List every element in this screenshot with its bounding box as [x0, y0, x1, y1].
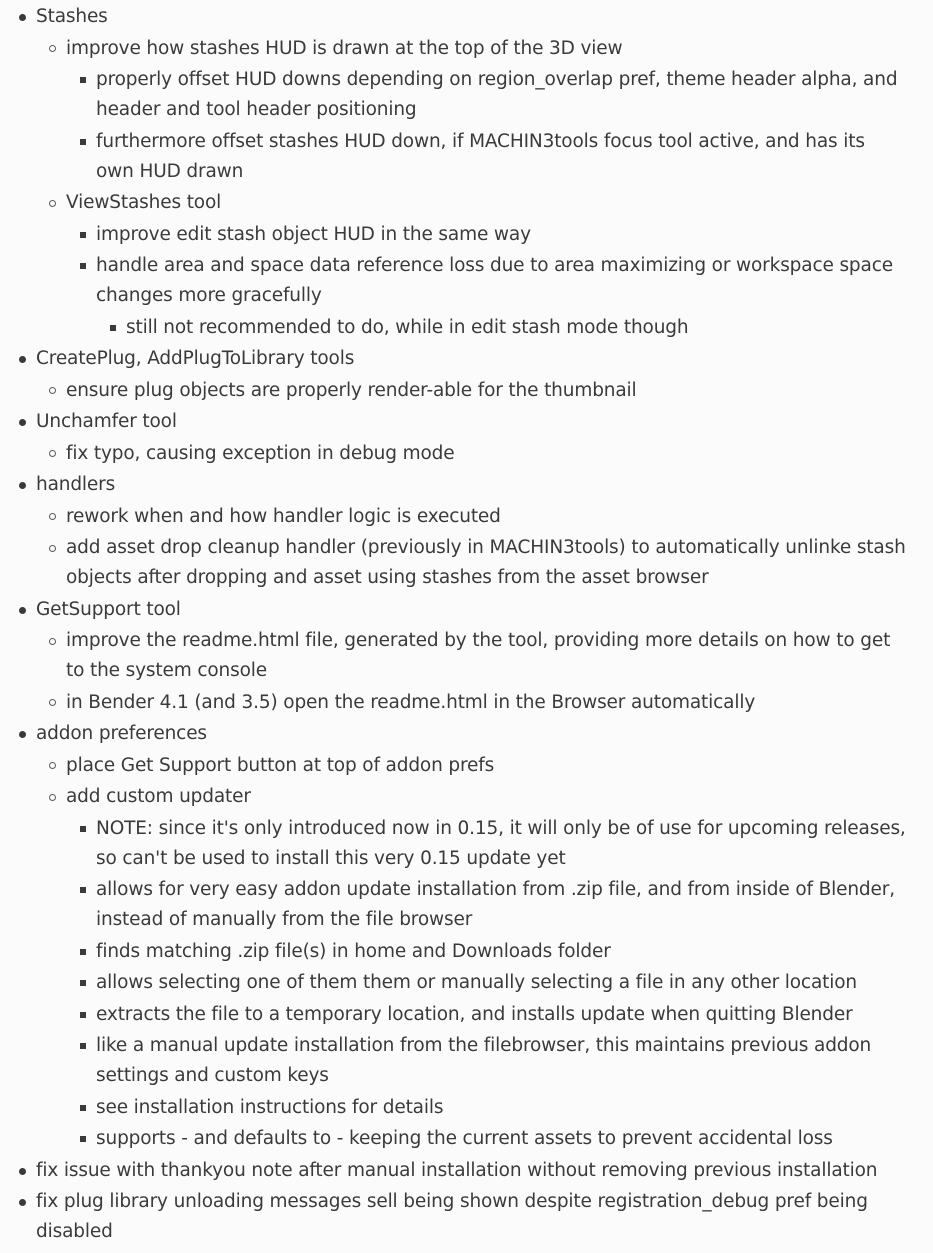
- list-item-text: fix typo, causing exception in debug mode: [66, 442, 455, 464]
- bullet-circle-icon: [49, 45, 56, 52]
- list-item-text: ViewStashes tool: [66, 192, 222, 213]
- bullet-disc-icon: [19, 1168, 26, 1175]
- list-item-text: see installation instructions for details: [96, 1096, 444, 1118]
- list-item: [66, 376, 906, 408]
- list-item-text: allows selecting one of them them or manually selecting a file in any other location: [96, 972, 857, 993]
- bullet-circle-icon: [49, 699, 56, 706]
- bullet-square-icon: [80, 263, 86, 269]
- list-item-text: improve how stashes HUD is drawn at the top of the 3D view: [66, 37, 623, 59]
- bullet-circle-icon: [49, 387, 56, 394]
- list-item-text: place Get Support button at top of addon prefs: [66, 754, 495, 776]
- list-item: [96, 1000, 906, 1032]
- list-item: [36, 1156, 906, 1188]
- list-item-text: Unchamfer tool: [36, 411, 177, 432]
- bullet-circle-icon: [49, 545, 56, 552]
- bullet-square-icon: [80, 1136, 86, 1142]
- list-item-text: furthermore offset stashes HUD down, if MACHIN3tools focus tool active, and has its own HUD drawn: [96, 130, 865, 182]
- bullet-square-icon: [80, 1043, 86, 1049]
- bullet-square-icon: [80, 77, 86, 83]
- bullet-circle-icon: [49, 638, 56, 645]
- bullet-disc-icon: [19, 14, 26, 21]
- list-item-text: addon preferences: [36, 723, 207, 744]
- list-item-text: add custom updater: [66, 786, 251, 807]
- bullet-square-icon: [80, 887, 86, 893]
- list-item-text: still not recommended to do, while in edit stash mode though: [126, 316, 689, 338]
- bullet-square-icon: [80, 949, 86, 955]
- list-item-text: improve the readme.html file, generated by the tool, providing more details on how to get to the system console: [66, 630, 891, 681]
- nested-list: [66, 814, 906, 1156]
- bullet-disc-icon: [19, 731, 26, 738]
- bullet-disc-icon: [19, 607, 26, 614]
- list-item: [36, 2, 906, 344]
- list-item-text: NOTE: since it's only introduced now in 0.15, it will only be of use for upcoming releases, so can't be used to install this very 0.15 update yet: [96, 817, 906, 869]
- bullet-circle-icon: [49, 450, 56, 457]
- list-item-text: CreatePlug, AddPlugToLibrary tools: [36, 348, 355, 369]
- list-item: [66, 188, 906, 344]
- bullet-square-icon: [80, 1012, 86, 1018]
- list-item-text: in Bender 4.1 (and 3.5) open the readme.html in the Browser automatically: [66, 691, 756, 713]
- list-item-text: handle area and space data reference loss due to area maximizing or workspace space changes more gracefully: [96, 255, 893, 306]
- list-item: [96, 1093, 906, 1125]
- list-item: [96, 875, 906, 937]
- list-item: [96, 65, 906, 127]
- list-item-text: handlers: [36, 474, 116, 495]
- list-item: [36, 1187, 906, 1249]
- bullet-square-icon: [80, 139, 86, 145]
- nested-list: [36, 376, 906, 408]
- list-item: [96, 937, 906, 969]
- bullet-circle-icon: [49, 200, 56, 207]
- list-item-text: Stashes: [36, 6, 108, 27]
- list-item: [126, 313, 906, 345]
- list-item-text: rework when and how handler logic is executed: [66, 505, 501, 527]
- bullet-square-icon: [80, 980, 86, 986]
- list-item: [66, 502, 906, 534]
- bullet-disc-icon: [19, 1199, 26, 1206]
- list-item: [96, 220, 906, 252]
- bullet-circle-icon: [49, 513, 56, 520]
- list-item: [96, 127, 906, 189]
- bullet-square-icon: [80, 1105, 86, 1111]
- list-item: [66, 439, 906, 471]
- nested-list: [36, 751, 906, 1156]
- list-item-text: allows for very easy addon update installation from .zip file, and from inside of Blender, instead of manually from the file browser: [96, 879, 895, 930]
- list-item: [96, 814, 906, 876]
- nested-list: [36, 34, 906, 345]
- list-item: [96, 968, 906, 1000]
- list-item: [66, 533, 906, 595]
- nested-list: [66, 220, 906, 345]
- list-item-text: fix plug library unloading messages sell being shown despite registration_debug pref being disabled: [36, 1191, 868, 1242]
- nested-list: [66, 65, 906, 188]
- nested-list: [36, 439, 906, 471]
- list-item-text: fix issue with thankyou note after manual installation without removing previous installation: [36, 1159, 878, 1181]
- bullet-disc-icon: [19, 482, 26, 489]
- list-item-text: finds matching .zip file(s) in home and Downloads folder: [96, 940, 611, 962]
- list-item: [36, 719, 906, 1156]
- bullet-square-icon: [110, 325, 116, 331]
- list-item-text: properly offset HUD downs depending on region_overlap pref, theme header alpha, and header and tool header positioning: [96, 69, 898, 120]
- list-item: [66, 34, 906, 189]
- bullet-disc-icon: [19, 356, 26, 363]
- list-item: [36, 470, 906, 595]
- nested-list: [96, 313, 906, 345]
- bullet-square-icon: [80, 232, 86, 238]
- list-item: [66, 782, 906, 1156]
- nested-list: [36, 502, 906, 595]
- list-item: [66, 751, 906, 783]
- list-item: [96, 1124, 906, 1156]
- list-item: [36, 595, 906, 720]
- list-item-text: ensure plug objects are properly render-able for the thumbnail: [66, 379, 637, 401]
- bullet-square-icon: [80, 826, 86, 832]
- list-item-text: supports - and defaults to - keeping the current assets to prevent accidental loss: [96, 1128, 833, 1149]
- list-item-text: GetSupport tool: [36, 598, 181, 620]
- list-item-text: add asset drop cleanup handler (previously in MACHIN3tools) to automatically unlinke stash objects after dropping and asset using stashes from the asset browser: [66, 537, 906, 588]
- bullet-disc-icon: [19, 419, 26, 426]
- nested-list: [36, 626, 906, 719]
- list-item-text: extracts the file to a temporary location, and installs update when quitting Blender: [96, 1003, 853, 1025]
- list-item: [96, 251, 906, 344]
- list-item: [36, 407, 906, 470]
- list-item: [66, 688, 906, 720]
- list-item: [66, 626, 906, 688]
- bullet-circle-icon: [49, 794, 56, 801]
- list-item: [96, 1031, 906, 1093]
- list-item-text: improve edit stash object HUD in the same way: [96, 223, 531, 245]
- list-item: [36, 344, 906, 407]
- bullet-circle-icon: [49, 762, 56, 769]
- list-item-text: like a manual update installation from the filebrowser, this maintains previous addon settings and custom keys: [96, 1035, 872, 1086]
